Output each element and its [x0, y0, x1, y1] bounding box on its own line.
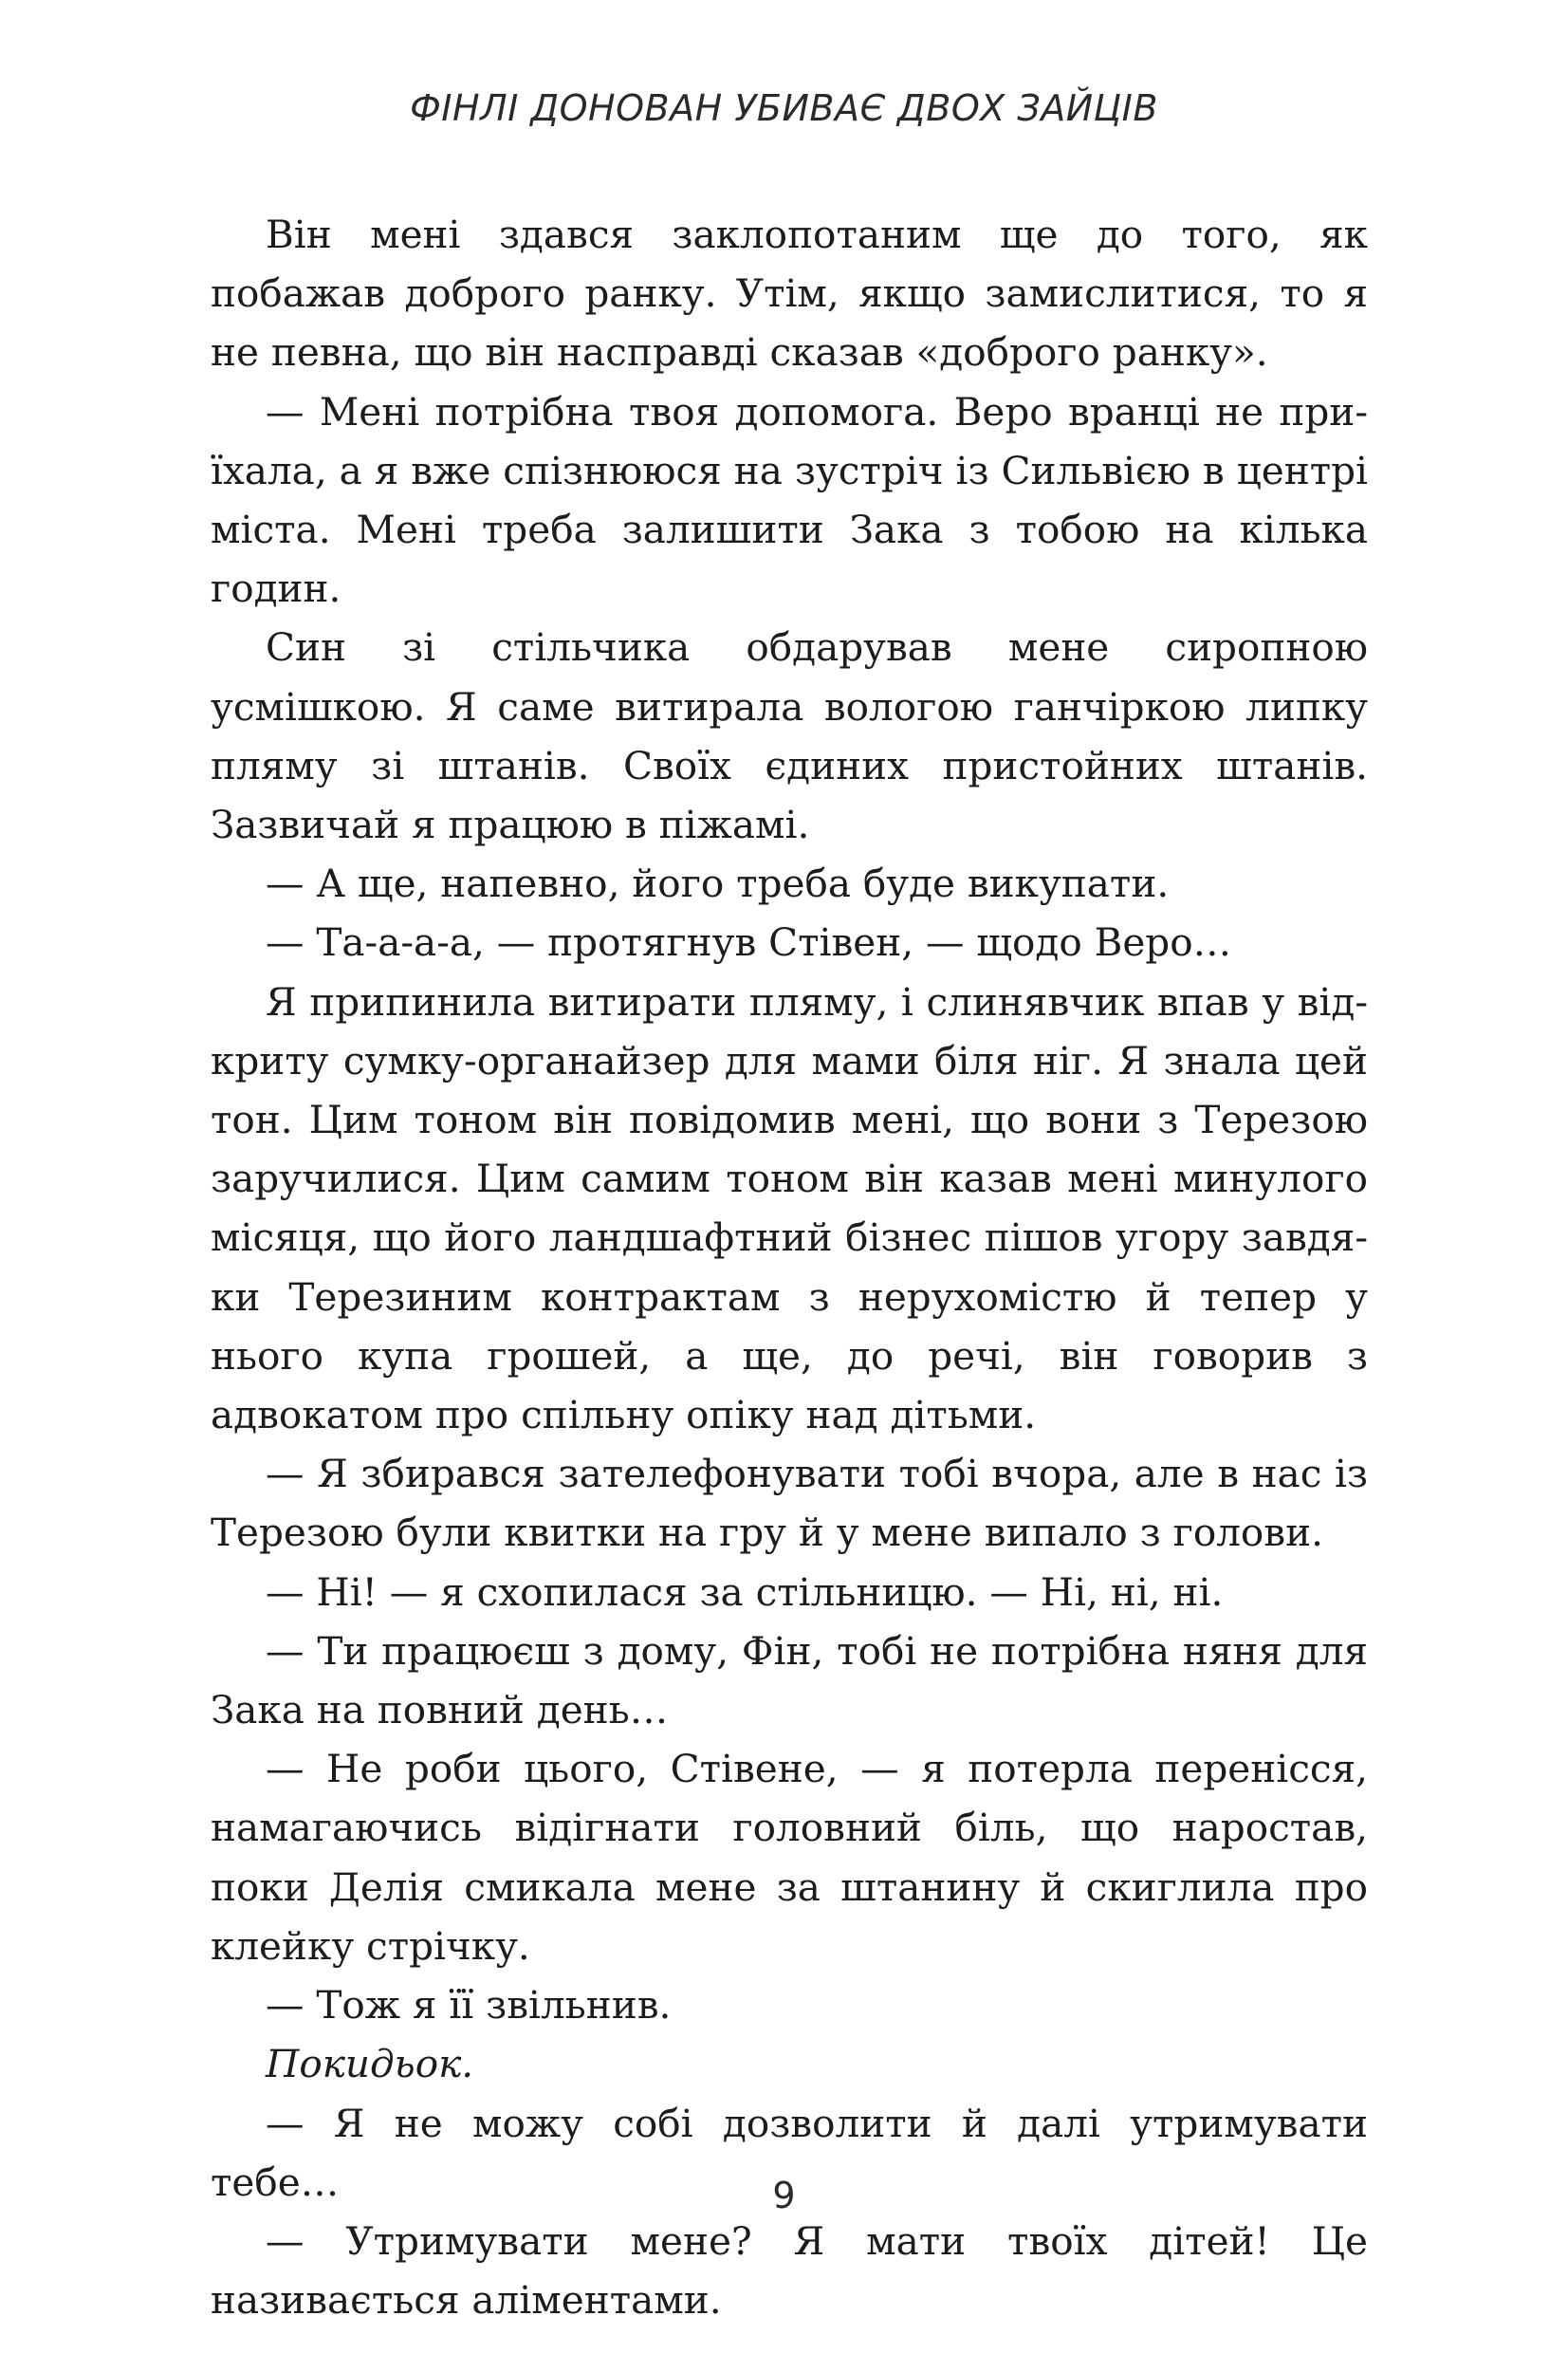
paragraph: Я припинила витирати пляму, і слинявчик впав у відкриту сумку-органайзер для мами біля ніг. Я знала цей тон. Цим тоном він повідомив мені, що вони з Терезою заручилися. Цим самим тоном він казав мені минулого місяця, що його ландшафтний бізнес пішов угору завдяки Терезиним контрактам з нерухомістю й тепер у нього купа грошей, а ще, до речі, він говорив з адвокатом про спільну опіку над дітьми. [211, 978, 1368, 1438]
paragraph: — Тож я її звільнив. [266, 1982, 672, 2029]
paragraph: — А ще, напевно, його треба буде викупати. [266, 861, 1170, 907]
page-number: 9 [772, 2175, 796, 2216]
body-text [211, 205, 1368, 2329]
paragraph: — Мені потрібна твоя допомога. Веро вранці не приїхала, а я вже спізнююся на зустріч із Сильвією в центрі міста. Мені треба залишити Зака з тобою на кілька годин. [211, 388, 1368, 612]
paragraph: — Я не можу собі дозволити й далі утримувати тебе… [211, 2100, 1368, 2205]
paragraph: — Ні! — я схопилася за стільницю. — Ні, ні, ні. [266, 1568, 1224, 1615]
paragraph-italic: Покидьок. [266, 2041, 474, 2087]
paragraph: Він мені здався заклопотаним ще до того, як побажав доброго ранку. Утім, якщо замислитися, то я не певна, що він насправді сказав «доброго ранку». [211, 212, 1368, 376]
running-head: ФІНЛІ ДОНОВАН УБИВАЄ ДВОХ ЗАЙЦІВ [410, 87, 1158, 129]
paragraph: — Ти працюєш з дому, Фін, тобі не потрібна няня для Зака на повний день… [211, 1627, 1368, 1733]
paragraph: — Не роби цього, Стівене, — я потерла перенісся, намагаючись відігнати головний біль, що наростав, поки Делія смикала мене за штанину й скиглила про клейку стрічку. [211, 1746, 1368, 1969]
paragraph: — Утримувати мене? Я мати твоїх дітей! Це називається аліментами. [211, 2217, 1368, 2324]
paragraph: Син зі стільчика обдарував мене сиропною усмішкою. Я саме витирала вологою ганчіркою липку пляму зі штанів. Своїх єдиних пристойних штанів. Зазвичай я працюю в піжамі. [211, 624, 1368, 848]
paragraph: — Я збирався зателефонувати тобі вчора, але в нас із Терезою були квитки на гру й у мене випало з голови. [211, 1451, 1368, 1556]
paragraph: — Та-а-а-а, — протягнув Стівен, — щодо Веро… [266, 919, 1232, 966]
